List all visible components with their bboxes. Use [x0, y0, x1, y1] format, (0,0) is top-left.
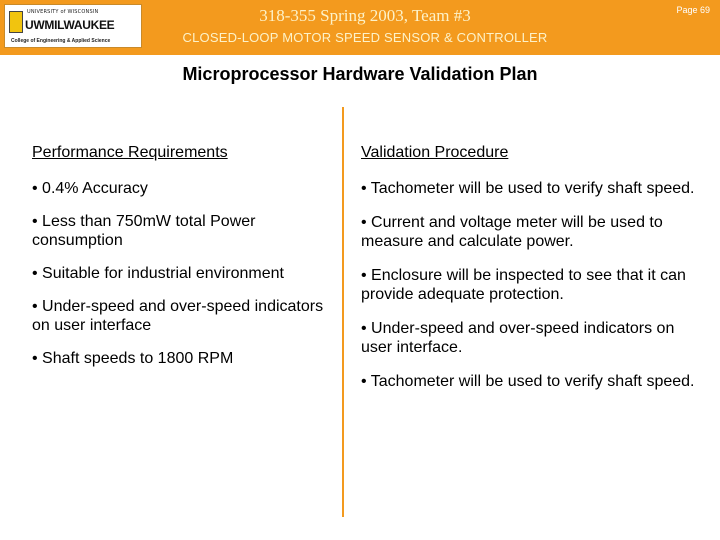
logo-name: UWMILWAUKEE	[25, 18, 115, 32]
course-line: 318-355 Spring 2003, Team #3	[259, 6, 471, 25]
logo-emblem-icon	[9, 11, 23, 33]
procedure-item: • Tachometer will be used to verify shaft speed.	[361, 180, 695, 197]
procedure-item: • Enclosure will be inspected to see that it can provide adequate protection.	[361, 267, 686, 303]
requirement-item: • Under-speed and over-speed indicators on user interface	[32, 298, 324, 334]
procedure-item: • Under-speed and over-speed indicators on user interface.	[361, 320, 675, 356]
requirement-item: • 0.4% Accuracy	[32, 180, 148, 197]
university-logo	[4, 4, 142, 48]
logo-college: College of Engineering & Applied Science	[11, 38, 111, 44]
procedure-item: • Current and voltage meter will be used to measure and calculate power.	[361, 214, 663, 250]
column-divider	[342, 107, 344, 517]
validation-procedure-column	[361, 143, 701, 406]
header-bar	[0, 0, 720, 55]
logo-university-line: UNIVERSITY of WISCONSIN	[27, 9, 99, 15]
page-number: Page 69	[676, 5, 710, 15]
slide-title: Microprocessor Hardware Validation Plan	[182, 64, 538, 84]
validation-procedure-heading: Validation Procedure	[361, 144, 509, 161]
requirement-item: • Less than 750mW total Power consumption	[32, 213, 256, 249]
requirement-item: • Shaft speeds to 1800 RPM	[32, 350, 234, 367]
performance-requirements-heading: Performance Requirements	[32, 144, 228, 161]
requirement-item: • Suitable for industrial environment	[32, 265, 284, 282]
project-title: CLOSED-LOOP MOTOR SPEED SENSOR & CONTROLLER	[182, 30, 548, 45]
performance-requirements-column	[32, 143, 332, 382]
procedure-item: • Tachometer will be used to verify shaft speed.	[361, 373, 695, 390]
